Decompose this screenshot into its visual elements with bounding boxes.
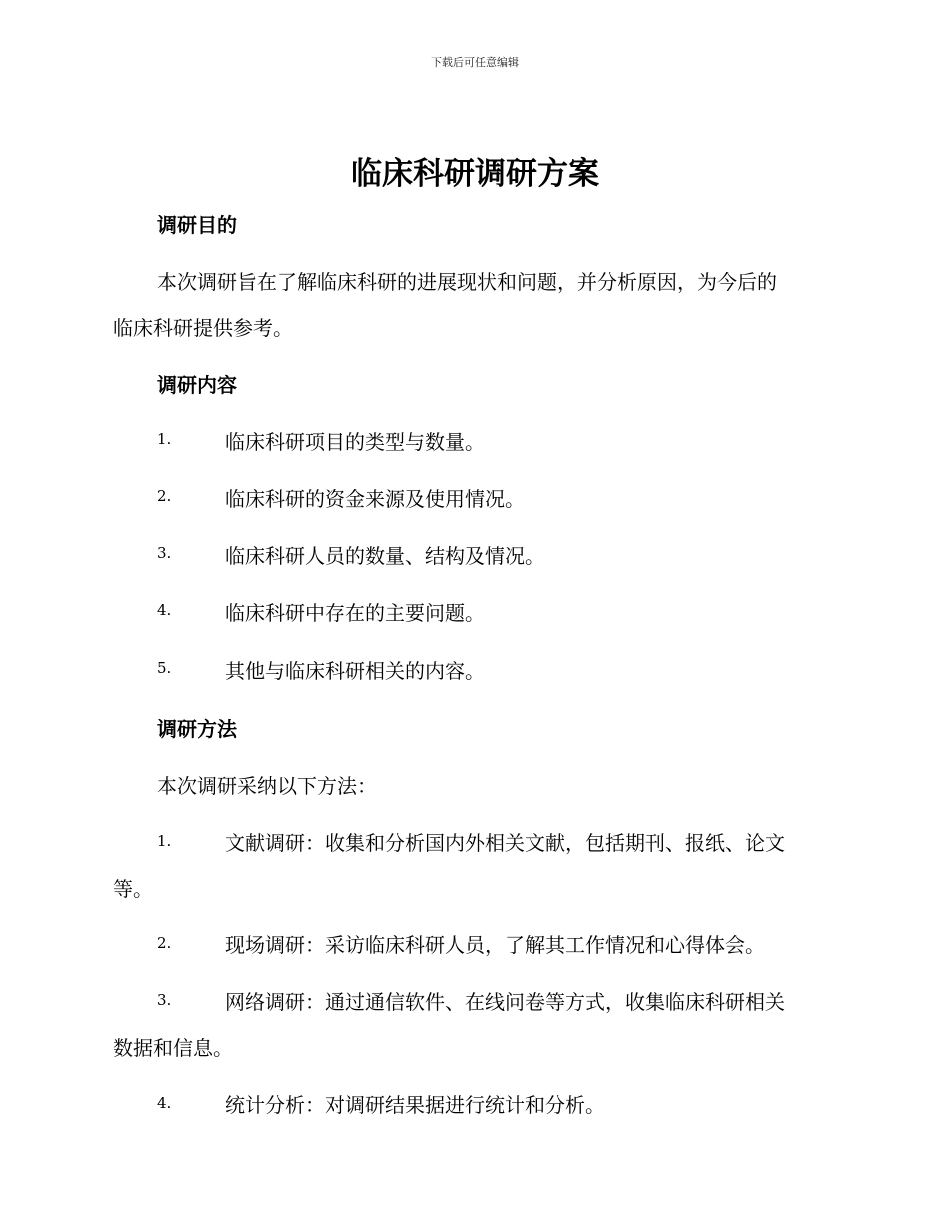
list-item-number: 1.: [157, 430, 172, 448]
list-item-text-continued: 等。: [113, 877, 153, 901]
header-note: 下载后可任意编辑: [431, 56, 519, 69]
list-item-number: 4.: [157, 601, 172, 619]
list-item-text: 现场调研：采访临床科研人员，了解其工作情况和心得体会。: [225, 933, 765, 957]
list-item-text: 统计分析：对调研结果据进行统计和分析。: [225, 1093, 605, 1117]
list-item-text: 临床科研的资金来源及使用情况。: [225, 487, 525, 511]
page-title: 临床科研调研方案: [351, 156, 599, 192]
list-item-number: 4.: [157, 1094, 172, 1112]
purpose-paragraph-line2: 临床科研提供参考。: [113, 316, 293, 340]
list-item-text: 文献调研：收集和分析国内外相关文献，包括期刊、报纸、论文: [225, 831, 785, 855]
list-item-text-continued: 数据和信息。: [113, 1036, 233, 1060]
section-heading-content: 调研内容: [157, 373, 237, 397]
section-heading-method: 调研方法: [157, 717, 237, 741]
list-item-number: 2.: [157, 934, 172, 952]
list-item-text: 临床科研项目的类型与数量。: [225, 430, 485, 454]
list-item-number: 2.: [157, 487, 172, 505]
section-heading-purpose: 调研目的: [157, 213, 237, 237]
list-item-text: 临床科研人员的数量、结构及情况。: [225, 544, 545, 568]
purpose-paragraph-line1: 本次调研旨在了解临床科研的进展现状和问题，并分析原因，为今后的: [157, 270, 777, 294]
list-item-number: 3.: [157, 991, 172, 1009]
list-item-number: 1.: [157, 832, 172, 850]
list-item-text: 临床科研中存在的主要问题。: [225, 601, 485, 625]
list-item-number: 3.: [157, 544, 172, 562]
list-item-number: 5.: [157, 659, 172, 677]
list-item-text: 网络调研：通过通信软件、在线问卷等方式，收集临床科研相关: [225, 990, 785, 1014]
list-item-text: 其他与临床科研相关的内容。: [225, 659, 485, 683]
method-intro: 本次调研采纳以下方法：: [157, 774, 377, 798]
